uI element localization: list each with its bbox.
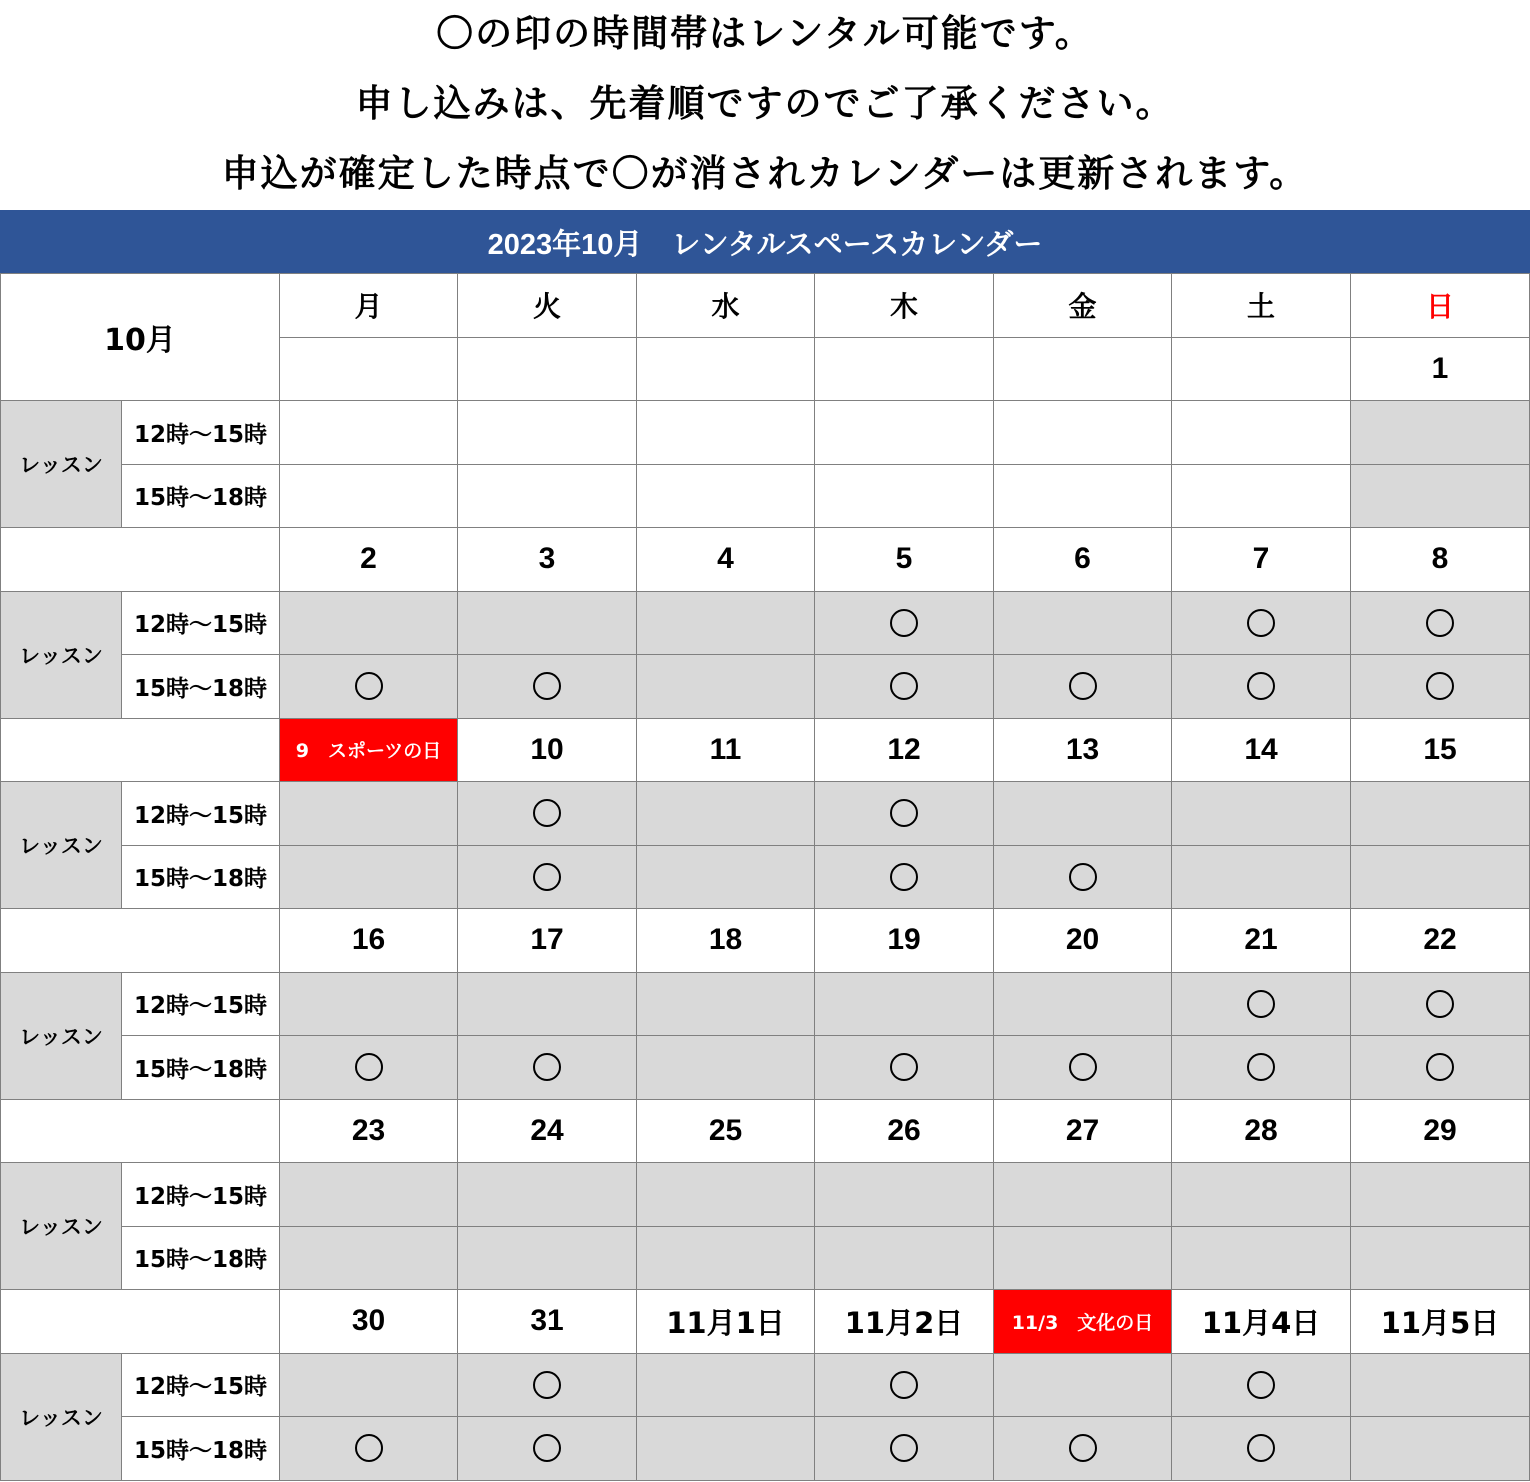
slot-cell [636,1162,815,1227]
available-circle-icon [1426,990,1454,1018]
weekday-header: 金 [993,273,1172,338]
available-circle-icon [890,1434,918,1462]
available-slot [457,1353,637,1418]
slot-cell [457,591,637,656]
time-slot-label: 12時～15時 [121,972,280,1037]
date-cell: 6 [993,527,1172,592]
slot-cell [457,1226,637,1291]
date-cell: 11月2日 [814,1289,994,1354]
slot-cell [457,972,637,1037]
slot-cell [636,654,815,719]
slot-cell [814,1162,994,1227]
available-circle-icon [1426,1053,1454,1081]
lesson-label: レッスン [0,591,122,719]
available-circle-icon [890,1053,918,1081]
date-cell: 11/3 文化の日 [993,1289,1172,1354]
date-cell: 14 [1171,718,1351,783]
available-slot [279,1416,458,1481]
slot-cell [1171,464,1351,529]
slot-cell [636,464,815,529]
date-cell: 28 [1171,1099,1351,1164]
available-circle-icon [1247,1053,1275,1081]
calendar-title: 2023年10月 レンタルスペースカレンダー [0,210,1530,274]
available-slot [814,1416,994,1481]
date-cell: 11月1日 [636,1289,815,1354]
available-slot [814,591,994,656]
available-slot [814,781,994,846]
time-slot-label: 15時～18時 [121,1416,280,1481]
available-slot [814,1035,994,1100]
slot-cell [457,400,637,465]
slot-cell [636,1035,815,1100]
date-row-spacer [0,908,280,973]
slot-cell [1171,781,1351,846]
available-circle-icon [1247,990,1275,1018]
available-circle-icon [533,1053,561,1081]
rental-space-calendar [0,210,1530,1482]
slot-cell [636,972,815,1037]
date-cell: 7 [1171,527,1351,592]
date-cell: 27 [993,1099,1172,1164]
date-cell: 5 [814,527,994,592]
notice-line-2: 申し込みは、先着順ですのでご了承ください。 [355,82,1175,125]
date-cell: 20 [993,908,1172,973]
available-circle-icon [890,672,918,700]
available-slot [1350,591,1530,656]
date-cell: 10 [457,718,637,783]
date-cell: 29 [1350,1099,1530,1164]
date-cell: 1 [1350,337,1530,402]
available-slot [814,1353,994,1418]
date-cell: 18 [636,908,815,973]
date-cell [457,337,637,402]
date-cell: 30 [279,1289,458,1354]
available-circle-icon [533,1434,561,1462]
notice-line-3: 申込が確定した時点で〇が消されカレンダーは更新されます。 [221,152,1309,195]
slot-cell [636,1416,815,1481]
month-label: 10月 [0,273,280,401]
slot-cell [814,464,994,529]
available-circle-icon [890,609,918,637]
available-circle-icon [355,1053,383,1081]
slot-cell [279,1226,458,1291]
time-slot-label: 15時～18時 [121,464,280,529]
slot-cell [1350,1162,1530,1227]
date-cell: 25 [636,1099,815,1164]
available-circle-icon [890,1371,918,1399]
date-cell: 11月4日 [1171,1289,1351,1354]
date-row-spacer [0,1099,280,1164]
available-circle-icon [1247,1434,1275,1462]
slot-cell [993,972,1172,1037]
weekday-header: 火 [457,273,637,338]
date-cell: 17 [457,908,637,973]
slot-cell [1171,400,1351,465]
date-cell: 19 [814,908,994,973]
available-slot [457,1416,637,1481]
available-circle-icon [533,672,561,700]
available-slot [993,654,1172,719]
weekday-header: 土 [1171,273,1351,338]
slot-cell [279,781,458,846]
available-circle-icon [1069,863,1097,891]
date-cell: 8 [1350,527,1530,592]
time-slot-label: 12時～15時 [121,400,280,465]
slot-cell [1350,1353,1530,1418]
available-slot [1171,1416,1351,1481]
date-cell: 3 [457,527,637,592]
slot-cell [1350,1416,1530,1481]
date-row-spacer [0,718,280,783]
available-slot [1171,972,1351,1037]
available-slot [814,845,994,910]
date-cell [814,337,994,402]
slot-cell [814,972,994,1037]
date-row-spacer [0,527,280,592]
slot-cell [1171,845,1351,910]
slot-cell [636,400,815,465]
lesson-label: レッスン [0,1162,122,1290]
available-circle-icon [533,799,561,827]
slot-cell [993,464,1172,529]
slot-cell [993,781,1172,846]
available-circle-icon [1069,672,1097,700]
slot-cell [636,845,815,910]
available-slot [993,1035,1172,1100]
available-circle-icon [1247,672,1275,700]
available-circle-icon [355,1434,383,1462]
slot-cell [279,1353,458,1418]
available-circle-icon [1069,1434,1097,1462]
date-row-spacer [0,1289,280,1354]
slot-cell [279,400,458,465]
date-cell [1171,337,1351,402]
available-slot [1350,1035,1530,1100]
lesson-label: レッスン [0,781,122,909]
weekday-header: 木 [814,273,994,338]
weekday-header: 水 [636,273,815,338]
date-cell: 13 [993,718,1172,783]
slot-cell [279,972,458,1037]
slot-cell [457,1162,637,1227]
date-cell: 12 [814,718,994,783]
date-cell [636,337,815,402]
time-slot-label: 12時～15時 [121,1162,280,1227]
date-cell: 26 [814,1099,994,1164]
date-cell: 21 [1171,908,1351,973]
time-slot-label: 12時～15時 [121,1353,280,1418]
slot-cell [279,845,458,910]
available-slot [1171,1353,1351,1418]
slot-cell [1350,781,1530,846]
available-circle-icon [1247,1371,1275,1399]
slot-cell [636,1353,815,1418]
available-slot [457,781,637,846]
available-slot [814,654,994,719]
available-slot [1171,1035,1351,1100]
date-cell: 16 [279,908,458,973]
weekday-header: 月 [279,273,458,338]
slot-cell [1350,1226,1530,1291]
slot-cell [993,1226,1172,1291]
available-slot [1171,654,1351,719]
slot-cell [279,464,458,529]
date-cell: 24 [457,1099,637,1164]
available-slot [1350,654,1530,719]
slot-cell [636,1226,815,1291]
time-slot-label: 15時～18時 [121,845,280,910]
slot-cell [993,1353,1172,1418]
date-cell [279,337,458,402]
time-slot-label: 15時～18時 [121,1035,280,1100]
available-slot [457,845,637,910]
lesson-label: レッスン [0,400,122,528]
available-slot [457,654,637,719]
date-cell: 31 [457,1289,637,1354]
date-cell: 9 スポーツの日 [279,718,458,783]
available-circle-icon [533,1371,561,1399]
time-slot-label: 15時～18時 [121,1226,280,1291]
slot-cell [1171,1162,1351,1227]
lesson-label: レッスン [0,972,122,1100]
available-circle-icon [1069,1053,1097,1081]
available-circle-icon [1247,609,1275,637]
slot-cell [993,591,1172,656]
available-circle-icon [533,863,561,891]
slot-cell [814,1226,994,1291]
slot-cell [1171,1226,1351,1291]
slot-cell [636,591,815,656]
available-slot [279,1035,458,1100]
available-circle-icon [890,799,918,827]
available-slot [993,845,1172,910]
date-cell: 2 [279,527,458,592]
weekday-header: 日 [1350,273,1530,338]
time-slot-label: 15時～18時 [121,654,280,719]
time-slot-label: 12時～15時 [121,591,280,656]
slot-cell [1350,464,1530,529]
date-cell: 23 [279,1099,458,1164]
available-slot [457,1035,637,1100]
date-cell: 15 [1350,718,1530,783]
available-slot [279,654,458,719]
slot-cell [993,400,1172,465]
available-slot [1350,972,1530,1037]
slot-cell [814,400,994,465]
available-slot [993,1416,1172,1481]
available-circle-icon [355,672,383,700]
slot-cell [279,591,458,656]
date-cell: 11 [636,718,815,783]
lesson-label: レッスン [0,1353,122,1481]
available-circle-icon [1426,609,1454,637]
notice-line-1: 〇の印の時間帯はレンタル可能です。 [436,12,1094,55]
available-slot [1171,591,1351,656]
date-cell: 11月5日 [1350,1289,1530,1354]
time-slot-label: 12時～15時 [121,781,280,846]
date-cell: 22 [1350,908,1530,973]
date-cell [993,337,1172,402]
slot-cell [1350,400,1530,465]
slot-cell [1350,845,1530,910]
available-circle-icon [1426,672,1454,700]
available-circle-icon [890,863,918,891]
date-cell: 4 [636,527,815,592]
slot-cell [279,1162,458,1227]
slot-cell [636,781,815,846]
slot-cell [993,1162,1172,1227]
slot-cell [457,464,637,529]
